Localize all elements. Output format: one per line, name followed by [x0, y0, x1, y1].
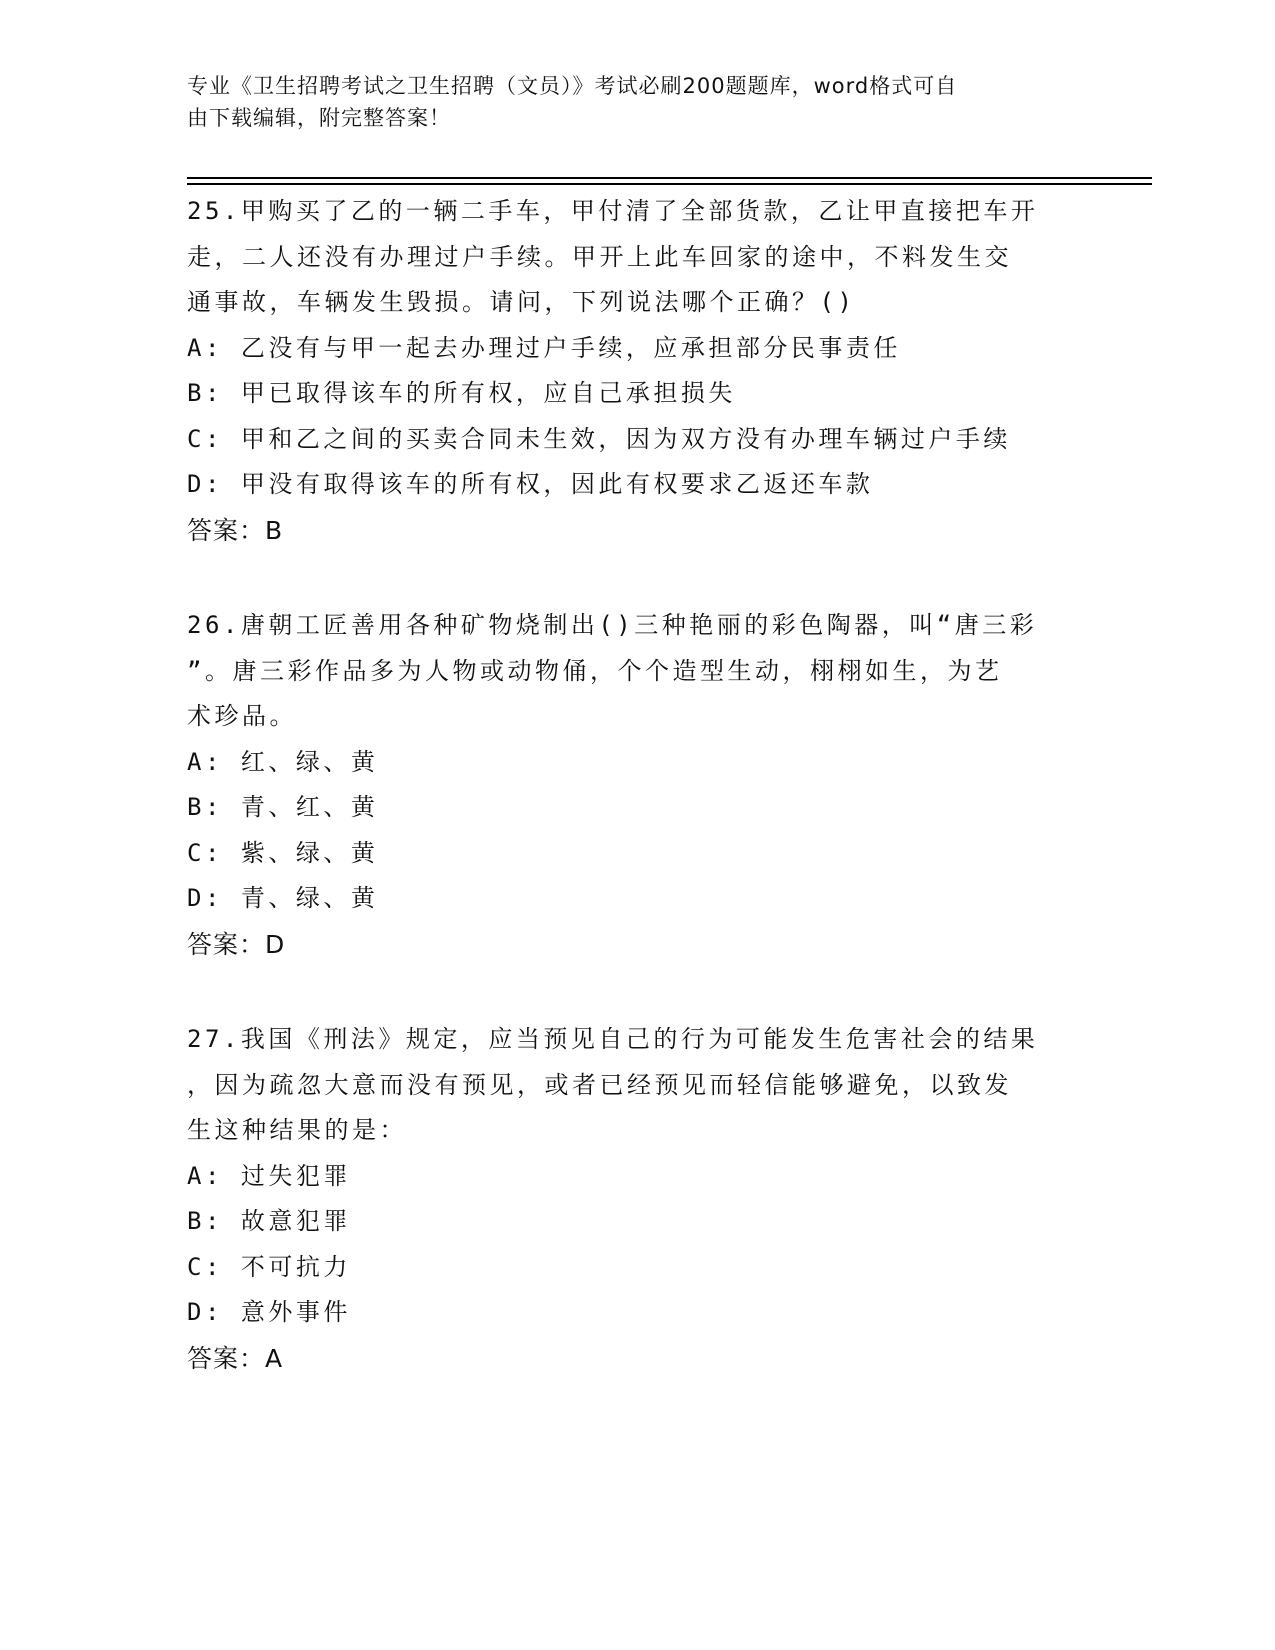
option-c: C: 不可抗力: [187, 1252, 351, 1281]
question-text-line: ，因为疏忽大意而没有预见，或者已经预见而轻信能够避免，以致发: [187, 1070, 1012, 1099]
question-text-line: 走，二人还没有办理过户手续。甲开上此车回家的途中，不料发生交: [187, 242, 1012, 271]
document-header: [187, 70, 1067, 134]
question-text-line: 通事故，车辆发生毁损。请问，下列说法哪个正确？(): [187, 288, 856, 316]
option-b: B: 青、红、黄: [187, 793, 379, 821]
option-c: C: 甲和乙之间的买卖合同未生效，因为双方没有办理车辆过户手续: [187, 424, 1011, 453]
answer-label: 答案：B: [187, 515, 284, 545]
question-text-line: 27.我国《刑法》规定，应当预见自己的行为可能发生危害社会的结果: [187, 1025, 1039, 1053]
question-text-line: 25.甲购买了乙的一辆二手车，甲付清了全部货款，乙让甲直接把车开: [187, 197, 1039, 225]
answer-label: 答案：D: [187, 929, 286, 959]
question-27: [187, 1017, 1087, 1381]
header-line-2: 由下载编辑，附完整答案！: [187, 106, 451, 130]
option-d: D: 意外事件: [187, 1298, 351, 1326]
option-a: A: 过失犯罪: [187, 1161, 351, 1190]
header-divider-top: [187, 177, 1152, 179]
question-text-line: 生这种结果的是：: [187, 1116, 407, 1144]
question-list: [187, 189, 1087, 1431]
question-25: [187, 189, 1087, 553]
option-c: C: 紫、绿、黄: [187, 838, 379, 867]
option-d: D: 青、绿、黄: [187, 884, 379, 912]
header-divider-bottom: [187, 183, 1152, 185]
question-text-line: ”。唐三彩作品多为人物或动物俑，个个造型生动，栩栩如生，为艺: [187, 656, 1003, 685]
header-line-1: 专业《卫生招聘考试之卫生招聘（文员）》考试必刷200题题库，word格式可自: [187, 74, 958, 98]
option-d: D: 甲没有取得该车的所有权，因此有权要求乙返还车款: [187, 470, 874, 498]
answer-label: 答案：A: [187, 1343, 284, 1373]
option-a: A: 乙没有与甲一起去办理过户手续，应承担部分民事责任: [187, 333, 901, 362]
option-b: B: 甲已取得该车的所有权，应自己承担损失: [187, 379, 736, 407]
question-text-line: 术珍品。: [187, 702, 297, 730]
option-a: A: 红、绿、黄: [187, 747, 379, 776]
question-26: [187, 603, 1087, 967]
question-text-line: 26.唐朝工匠善用各种矿物烧制出()三种艳丽的彩色陶器，叫“唐三彩: [187, 611, 1038, 639]
option-b: B: 故意犯罪: [187, 1207, 351, 1235]
